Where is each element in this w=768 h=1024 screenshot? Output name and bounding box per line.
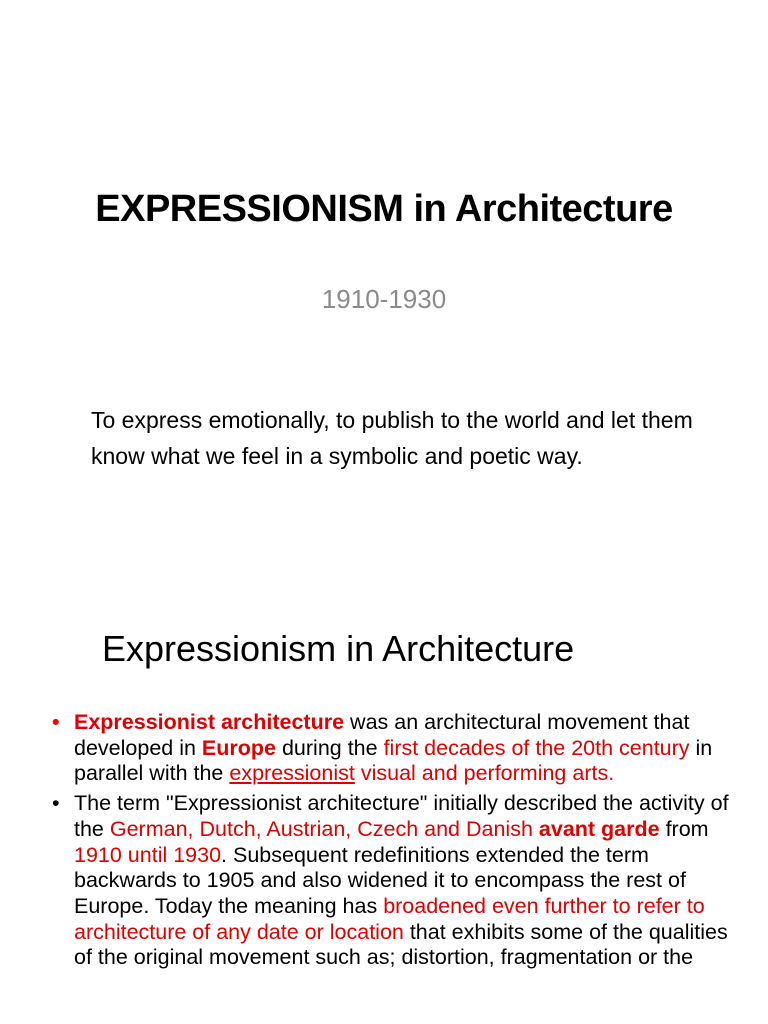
slide-title: EXPRESSIONISM in Architecture xyxy=(95,188,673,230)
region-highlight: Europe xyxy=(201,735,276,760)
bullet-text: during the xyxy=(276,735,384,760)
bullet-item xyxy=(52,710,732,787)
broadened-highlight: broadened even further to refer to architecture of any date or location xyxy=(74,893,705,944)
countries-highlight: German, Dutch, Austrian, Czech and Danish xyxy=(109,816,533,841)
slide-subtitle: 1910-1930 xyxy=(321,284,447,314)
bullet-text: . Subsequent redefinitions extended the term backwards to 1905 and also widened it to encompass the rest of Europe. Today the meaning has xyxy=(74,842,686,918)
arts-highlight: visual and performing arts. xyxy=(354,761,615,786)
bullet-item xyxy=(52,791,732,971)
expressionist-link[interactable]: expressionist xyxy=(229,761,355,786)
avant-garde-highlight: avant garde xyxy=(538,816,660,841)
bullet-text: that exhibits some of the qualities of the original movement such as; distortion, fragmentation or the xyxy=(74,919,728,970)
bullet-marker: • xyxy=(52,710,60,734)
bullet-list xyxy=(52,710,732,975)
bullet-text: from xyxy=(659,816,709,841)
period-highlight: first decades of the 20th century xyxy=(383,735,690,760)
definition-text: To express emotionally, to publish to the world and let them know what we feel in a symbolic and poetic way. xyxy=(91,407,693,469)
bullet-text: in parallel with the xyxy=(74,735,713,786)
bullet-text: The term "Expressionist architecture" initially described the activity of the xyxy=(74,791,729,841)
bullet-marker: • xyxy=(52,791,60,816)
slide-2 xyxy=(0,576,768,1024)
bullet-text: was an architectural movement that developed in xyxy=(74,710,690,760)
slide-heading: Expressionism in Architecture xyxy=(102,628,575,669)
term-highlight: Expressionist architecture xyxy=(74,710,345,734)
years-highlight: 1910 until 1930 xyxy=(74,842,222,867)
